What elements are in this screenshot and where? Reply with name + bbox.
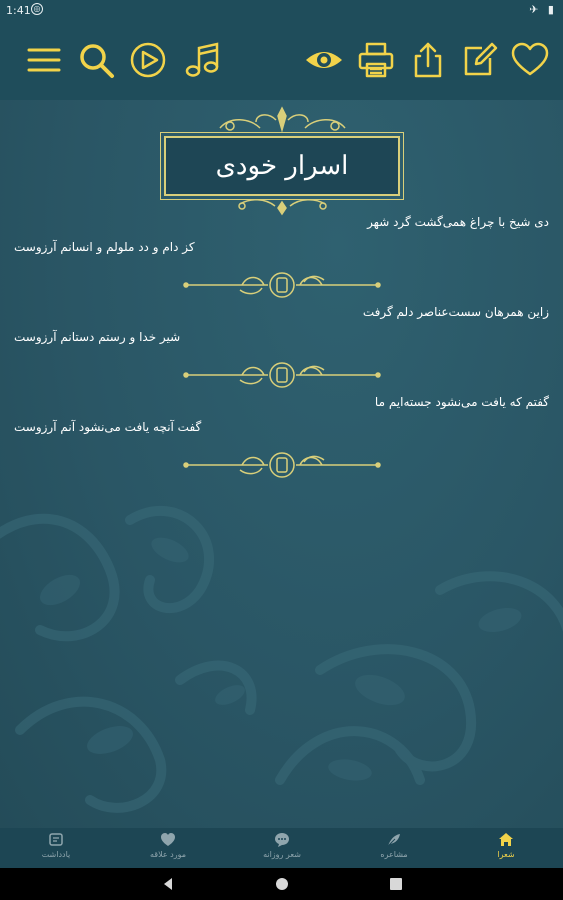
view-button[interactable] (302, 38, 346, 82)
note-icon (48, 832, 64, 848)
print-icon (356, 40, 396, 80)
home-icon (498, 832, 514, 848)
search-button[interactable] (74, 38, 118, 82)
edit-button[interactable] (458, 38, 502, 82)
back-icon[interactable] (160, 876, 176, 892)
title-box (164, 136, 400, 196)
chat-icon (274, 832, 290, 848)
play-icon (128, 40, 168, 80)
verse-1-first: دی شیخ با چراغ همی‌گشت گرد شهر (367, 215, 549, 229)
nav-favorites[interactable] (128, 832, 208, 866)
feather-icon (386, 832, 402, 848)
search-icon (76, 40, 116, 80)
notification-icon: ◎ (31, 3, 43, 15)
music-button[interactable] (180, 38, 224, 82)
play-button[interactable] (126, 38, 170, 82)
edit-icon (460, 40, 500, 80)
system-navigation-bar (0, 868, 563, 900)
toolbar (0, 20, 563, 100)
eye-icon (304, 40, 344, 80)
favorite-button[interactable] (508, 38, 552, 82)
nav-notes[interactable] (16, 832, 96, 866)
share-icon (408, 40, 448, 80)
nav-notes-label: یادداشت (41, 850, 71, 859)
status-icons: ✈ ▮ (529, 3, 557, 16)
recents-icon[interactable] (388, 876, 404, 892)
home-circle-icon[interactable] (274, 876, 290, 892)
status-time: 1:41 (6, 4, 31, 17)
divider-ornament-icon (182, 360, 382, 390)
heart-icon (510, 40, 550, 80)
nav-mushaera-label: مشاعره (380, 850, 408, 859)
nav-poets[interactable] (466, 832, 546, 866)
verse-3-first: گفتم که یافت می‌نشود جسته‌ایم ما (374, 395, 549, 409)
nav-poets-label: شعرا (497, 850, 515, 859)
floral-background-icon (0, 480, 563, 828)
status-bar (0, 0, 563, 20)
nav-daily-poem[interactable] (242, 832, 322, 866)
verse-2-first: زاین همرهان سست‌عناصر دلم گرفت (362, 305, 549, 319)
verse-3-second: گفت آنچه یافت می‌نشود آنم آرزوست (14, 420, 202, 434)
share-button[interactable] (406, 38, 450, 82)
heart-icon (160, 832, 176, 848)
bottom-navigation (0, 828, 563, 868)
nav-mushaera[interactable] (354, 832, 434, 866)
print-button[interactable] (354, 38, 398, 82)
poem-title-frame (160, 106, 405, 216)
verse-1-second: کز دام و دد ملولم و انسانم آرزوست (14, 240, 195, 254)
divider-ornament-icon (182, 270, 382, 300)
menu-icon (24, 40, 64, 80)
divider-ornament-icon (182, 450, 382, 480)
music-icon (182, 40, 222, 80)
poem-content (0, 100, 563, 828)
nav-daily-poem-label: شعر روزانه (263, 850, 301, 859)
menu-button[interactable] (22, 38, 66, 82)
poem-title: اسرار خودی (215, 151, 349, 181)
nav-favorites-label: مورد علاقه (149, 850, 187, 859)
verse-2-second: شیر خدا و رستم دستانم آرزوست (14, 330, 181, 344)
